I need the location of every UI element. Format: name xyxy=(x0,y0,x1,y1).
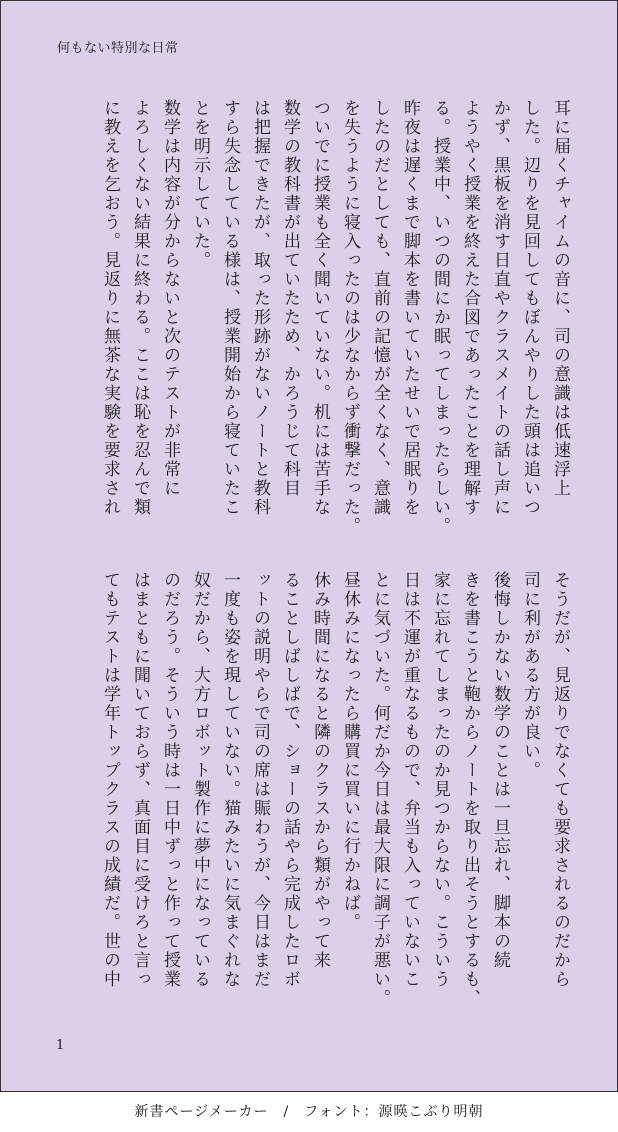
page-title: 何もない特別な日常 xyxy=(57,41,179,56)
text-line: 日は不運が重なるもので、弁当も入っていないこ xyxy=(400,571,420,989)
text-line: きを書こうと鞄からノートを取り出そうとするも、 xyxy=(460,571,480,1008)
text-line: 耳に届くチャイムの音に、司の意識は低速浮上 xyxy=(550,99,570,498)
text-line: はまともに聞いておらず、真面目に受けろと言っ xyxy=(130,571,150,989)
text-line: 奴だから、大方ロボット製作に夢中になっている xyxy=(190,571,210,989)
text-line: ようやく授業を終えた合図であったことを理解す xyxy=(460,99,480,517)
text-line: は把握できたが、取った形跡がないノートと教科 xyxy=(250,99,270,517)
text-block-lower xyxy=(95,571,575,1008)
text-line: てもテストは学年トップクラスの成績だ。世の中 xyxy=(100,571,120,989)
text-line: る。授業中、いつの間にか眠ってしまったらしい。 xyxy=(430,99,450,536)
text-line: したのだとしても、直前の記憶が全くなく、意識 xyxy=(370,99,390,517)
text-line: ることしばしばで、ショーの話やら完成したロボ xyxy=(280,571,300,989)
footer-credit: 新書ページメーカー / フォント：源暎こぶり明朝 xyxy=(134,1104,484,1120)
text-block-upper xyxy=(95,99,575,536)
text-line: かず、黒板を消す日直やクラスメイトの話し声に xyxy=(490,99,510,517)
text-line: ットの説明やらで司の席は賑わうが、今日はまだ xyxy=(250,571,270,989)
text-line: すら失念している様は、授業開始から寝ていたこ xyxy=(220,99,240,517)
text-line: ついでに授業も全く聞いていない。机には苦手な xyxy=(310,99,330,517)
text-line: 休み時間になると隣のクラスから類がやって来 xyxy=(310,571,330,970)
text-line: 昼休みになったら購買に買いに行かねば。 xyxy=(340,571,360,932)
text-line: そうだが、見返りでなくても要求されるのだから xyxy=(550,571,570,989)
text-line: とを明示していた。 xyxy=(190,99,210,270)
text-line: のだろう。そういう時は一日中ずっと作って授業 xyxy=(160,571,180,989)
text-line: 数学の教科書が出ていたため、かろうじて科目 xyxy=(280,99,300,498)
text-line: に教えを乞おう。見返りに無茶な実験を要求され xyxy=(100,99,120,517)
page-number: 1 xyxy=(56,1038,65,1053)
text-line: 家に忘れてしまったのか見つからない。こういう xyxy=(430,571,450,989)
text-line: とに気づいた。何だか今日は最大限に調子が悪い。 xyxy=(370,571,390,1008)
text-line: よろしくない結果に終わる。ここは恥を忍んで類 xyxy=(130,99,150,517)
text-line: 後悔しかない数学のことは一旦忘れ、脚本の続 xyxy=(490,571,510,970)
text-line: 昨夜は遅くまで脚本を書いていたせいで居眠りを xyxy=(400,99,420,517)
text-line: を失うように寝入ったのは少なからず衝撃だった。 xyxy=(340,99,360,536)
text-line: 司に利がある方が良い。 xyxy=(520,571,540,780)
text-line: した。辺りを見回してもぼんやりした頭は追いつ xyxy=(520,99,540,517)
text-line: 数学は内容が分からないと次のテストが非常に xyxy=(160,99,180,498)
text-line: 一度も姿を現していない。猫みたいに気まぐれな xyxy=(220,571,240,989)
